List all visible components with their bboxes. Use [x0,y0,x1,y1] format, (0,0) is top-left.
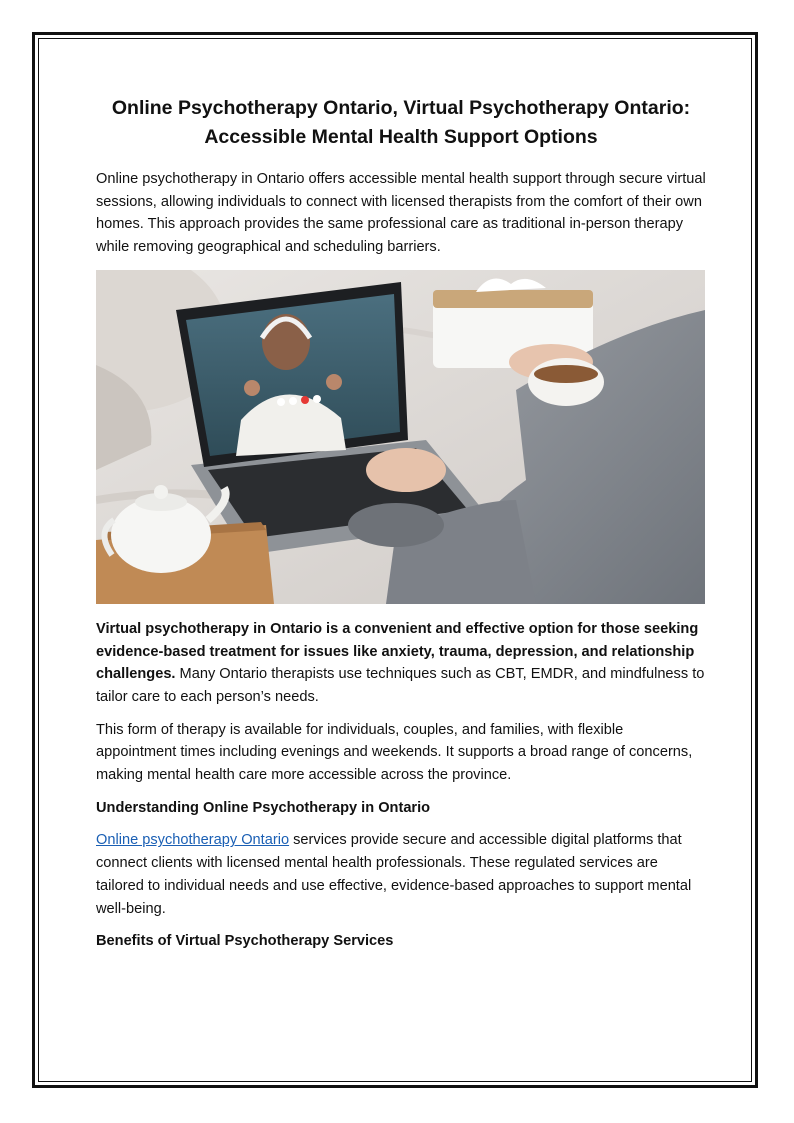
paragraph-virtual-psychotherapy-rest: Many Ontario therapists use techniques such as CBT, EMDR, and mindfulness to tailor care to each person’s needs. [96,666,705,705]
title-line-1: Online Psychotherapy Ontario, Virtual Psychotherapy Ontario: [111,97,691,119]
paragraph-services [96,829,706,920]
hero-photo [96,270,705,604]
intro-paragraph: Online psychotherapy in Ontario offers accessible mental health support through secure virtual sessions, allowing individuals to connect with licensed therapists from the comfort of their own homes. This approach provides the same professional care as traditional in-person therapy while removing geographical and scheduling barriers. [96,171,706,256]
title-line-2: Accessible Mental Health Support Options [204,126,598,148]
online-psychotherapy-link[interactable]: Online psychotherapy Ontario [96,832,290,849]
document-body [96,94,706,963]
heading-understanding: Understanding Online Psychotherapy in Ontario [96,799,431,816]
paragraph-services-rest: services provide secure and accessible digital platforms that connect clients with licensed mental health professionals. These regulated services are tailored to individual needs and use effective, evidence-based approaches to support mental well-being. [96,832,692,917]
paragraph-availability: This form of therapy is available for individuals, couples, and families, with flexible appointment times including evenings and weekends. It supports a broad range of concerns, making mental health care more accessible across the province. [96,721,693,784]
paragraph-virtual-psychotherapy [96,618,706,709]
paragraph-virtual-psychotherapy-bold: Virtual psychotherapy in Ontario is a convenient and effective option for those seeking evidence-based treatment for issues like anxiety, trauma, depression, and relationship challenges. [96,620,699,683]
page-title [96,94,706,152]
heading-benefits: Benefits of Virtual Psychotherapy Services [96,933,394,950]
